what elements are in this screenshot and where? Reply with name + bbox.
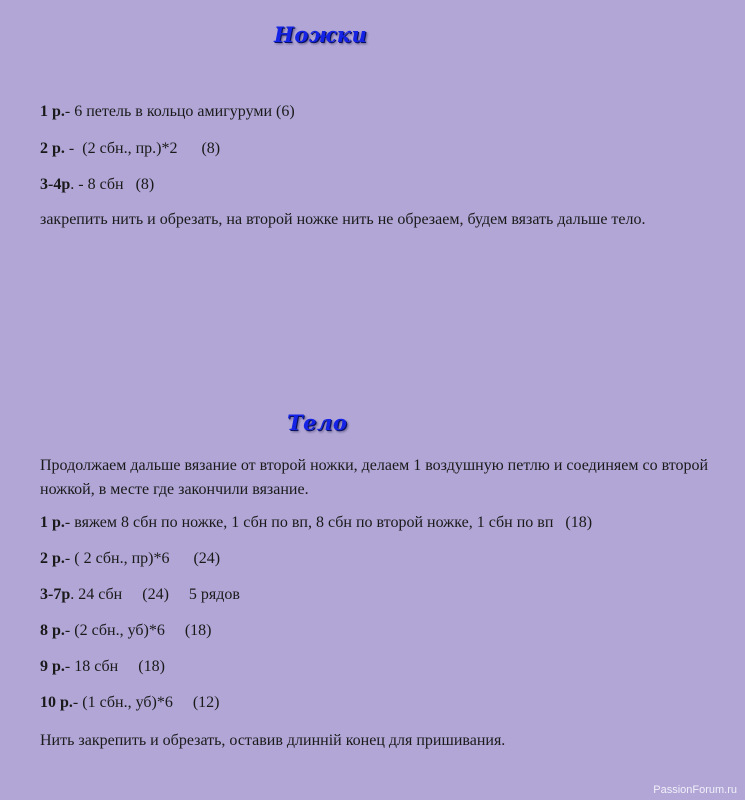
row-text: - 6 петель в кольцо амигуруми (6)	[64, 103, 295, 120]
row-text: . - 8 сбн (8)	[70, 176, 155, 193]
legs-note: закрепить нить и обрезать, на второй ножке нить не обрезаем, будем вязать дальше тело.	[40, 211, 646, 228]
row-text: . 24 сбн (24) 5 рядов	[70, 586, 240, 603]
row-label: 2 р.	[40, 550, 65, 567]
watermark: PassionForum.ru	[653, 784, 737, 796]
body-row-1	[40, 511, 592, 535]
legs-row-1	[40, 100, 295, 124]
body-row-6	[40, 691, 219, 715]
body-outro: Нить закрепить и обрезать, оставив длинній конец для пришивания.	[40, 732, 506, 749]
row-text: - (2 сбн., пр.)*2 (8)	[64, 140, 221, 157]
row-text: - ( 2 сбн., пр)*6 (24)	[64, 550, 221, 567]
row-label: 1 р.	[40, 103, 65, 120]
legs-row-3	[40, 173, 154, 197]
row-text: - 18 сбн (18)	[64, 658, 165, 675]
row-text: - (2 сбн., уб)*6 (18)	[64, 622, 212, 639]
body-row-2	[40, 547, 220, 571]
row-label: 1 р.	[40, 514, 65, 531]
row-text: - (1 сбн., уб)*6 (12)	[72, 694, 220, 711]
body-heading: Тело	[287, 410, 348, 435]
body-row-3	[40, 583, 240, 607]
row-label: 9 р.	[40, 658, 65, 675]
row-label: 3-4р	[40, 176, 71, 193]
row-label: 2 р.	[40, 140, 65, 157]
body-intro: Продолжаем дальше вязание от второй ножки, делаем 1 воздушную петлю и соединяем со второй ножкой, в месте где закончили вязание.	[40, 457, 709, 498]
body-row-4	[40, 619, 211, 643]
row-label: 3-7р	[40, 586, 71, 603]
row-label: 10 р.	[40, 694, 73, 711]
legs-row-2	[40, 137, 220, 161]
row-text: - вяжем 8 сбн по ножке, 1 сбн по вп, 8 сбн по второй ножке, 1 сбн по вп (18)	[64, 514, 593, 531]
legs-heading: Ножки	[274, 22, 368, 47]
row-label: 8 р.	[40, 622, 65, 639]
body-row-5	[40, 655, 165, 679]
